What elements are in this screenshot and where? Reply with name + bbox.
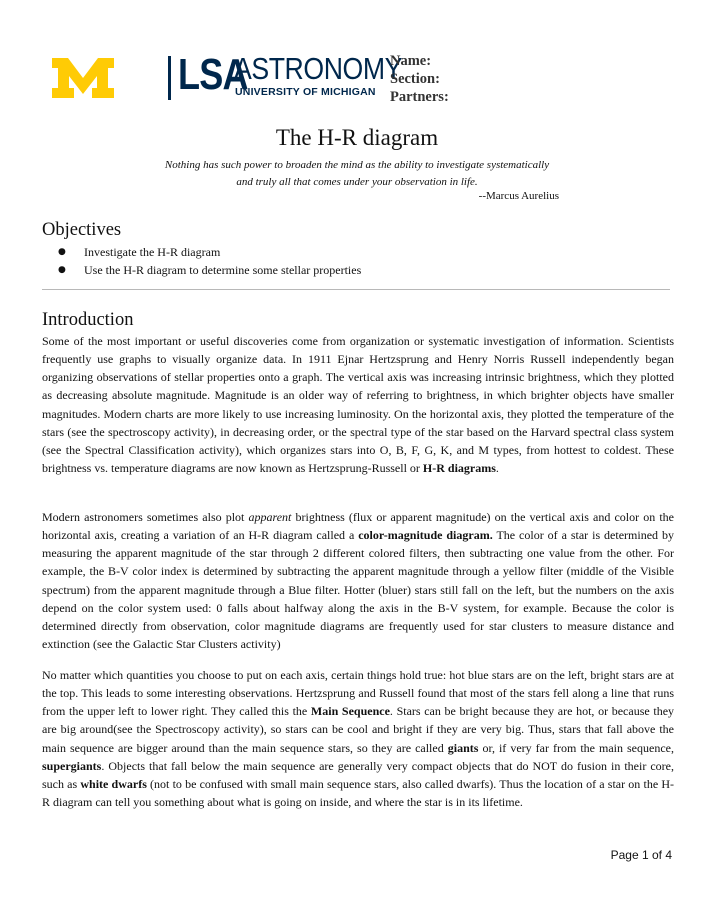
page-header xyxy=(48,48,668,110)
list-item: ● Use the H-R diagram to determine some stellar properties xyxy=(58,261,361,279)
page-title: The H-R diagram xyxy=(275,125,439,150)
supergiants-term: supergiants xyxy=(42,758,102,773)
logo-astronomy-text: ASTRONOMY xyxy=(234,51,402,86)
logo-divider xyxy=(168,56,171,100)
introduction-heading: Introduction xyxy=(42,310,134,330)
paragraph-text: No matter which quantities you choose to put on each axis, certain things hold true: hot blue stars are on the left, bright stars are at the top. This leads to some interesting observations. Hertzsprung and Russell found that most of the stars fell along a line that runs from the upper left to lower right. They called this the xyxy=(42,668,674,719)
name-label: Name: xyxy=(390,53,432,69)
paragraph-text: . Stars can be bright because they are hot, or because they are big around(see the Spectroscopy activity), so stars can be cool and bright if they are very big. Thus, stars that fall above the main sequence are bigger around than the main sequence stars, so they are called xyxy=(42,704,675,755)
white-dwarfs-term: white dwarfs xyxy=(80,776,147,791)
paragraph-text: Modern astronomers sometimes also plot xyxy=(42,510,249,524)
partners-label: Partners: xyxy=(390,89,449,105)
objectives-heading: Objectives xyxy=(42,220,122,240)
epigraph-quote xyxy=(60,157,654,191)
list-item: ● Investigate the H-R diagram xyxy=(58,243,361,261)
main-sequence-term: Main Sequence xyxy=(310,704,390,719)
paragraph-text: . Objects that fall below the main sequence are generally very compact objects that do NOT do fusion in their core, such as xyxy=(42,758,674,791)
hr-diagrams-term: H-R diagrams xyxy=(422,461,496,476)
quote-line-2: and truly all that comes under your observation in life. xyxy=(236,176,478,188)
paragraph-text: brightness (flux or apparent magnitude) on the vertical axis and color on the horizontal axis, creating a variation of an H-R diagram called a xyxy=(42,510,674,543)
objectives-list xyxy=(58,243,361,279)
quote-attribution: --Marcus Aurelius xyxy=(478,190,559,202)
student-info-fields xyxy=(390,52,449,106)
page-number: Page 1 of 4 xyxy=(610,848,672,862)
section-label: Section: xyxy=(390,71,440,87)
quote-line-1: Nothing has such power to broaden the mind as the ability to investigate systematically xyxy=(164,159,550,171)
section-divider xyxy=(42,289,670,290)
paragraph-text: or, if very far from the main sequence, xyxy=(478,740,674,755)
intro-paragraph-3 xyxy=(42,666,674,811)
intro-paragraph-2 xyxy=(42,508,674,653)
giants-term: giants xyxy=(447,740,479,755)
paragraph-text: The color of a star is determined by measuring the apparent magnitude of the star through 2 different colored filters, then subtracting one value from the other. For example, the B-V color index is determined by subtracting the apparent magnitude through a yellow filter (middle of the Visible spectrum) from the apparent magnitude through a Blue filter. Hotter (bluer) stars still fall on the left, but the numbers on the axis depend on the color system used: 0 falls about halfway along the axis in the B-V system, for example. Because the color is determined directly from observation, color magnitude diagrams are frequently used for star clusters to measure distance and extinction (see the Galactic Star Clusters activity) xyxy=(42,528,674,652)
paragraph-text: Some of the most important or useful discoveries come from organization or systematic investigation of information. Scientists frequently use graphs to visually organize data. In 1911 Ejnar Hertzsprung and Henry Norris Russell independently began organizing observations of stellar properties onto a graph. The vertical axis was increasing intrinsic brightness, which they plotted as decreasing absolute magnitude. Magnitude is an older way of referring to brightness, in which brighter objects have smaller magnitudes. Modern charts are more likely to use increasing luminosity. On the horizontal axis, they plotted the temperature of the stars (see the spectroscopy activity), in decreasing order, or the spectral type of the star based on the Harvard spectral class system (see the Spectral Classification activity), which organizes stars into O, B, F, G, K, and M types, from hottest to coldest. These brightness vs. temperature diagrams are now known as Hertzsprung-Russell or xyxy=(42,334,674,476)
paragraph-text: . xyxy=(495,461,499,476)
intro-paragraph-1 xyxy=(42,332,674,477)
logo-university-text: UNIVERSITY OF MICHIGAN xyxy=(235,86,376,98)
paragraph-text: (not to be confused with small main sequence stars, also called dwarfs). Thus the location of a star on the H-R diagram can tell you something about what is going on inside, and where the star is in its lifetime. xyxy=(42,776,674,810)
logo-lsa-text: LSA xyxy=(178,50,248,99)
block-m-logo xyxy=(50,56,116,100)
apparent-term: apparent xyxy=(248,510,292,524)
color-magnitude-term: color-magnitude diagram. xyxy=(358,528,493,543)
